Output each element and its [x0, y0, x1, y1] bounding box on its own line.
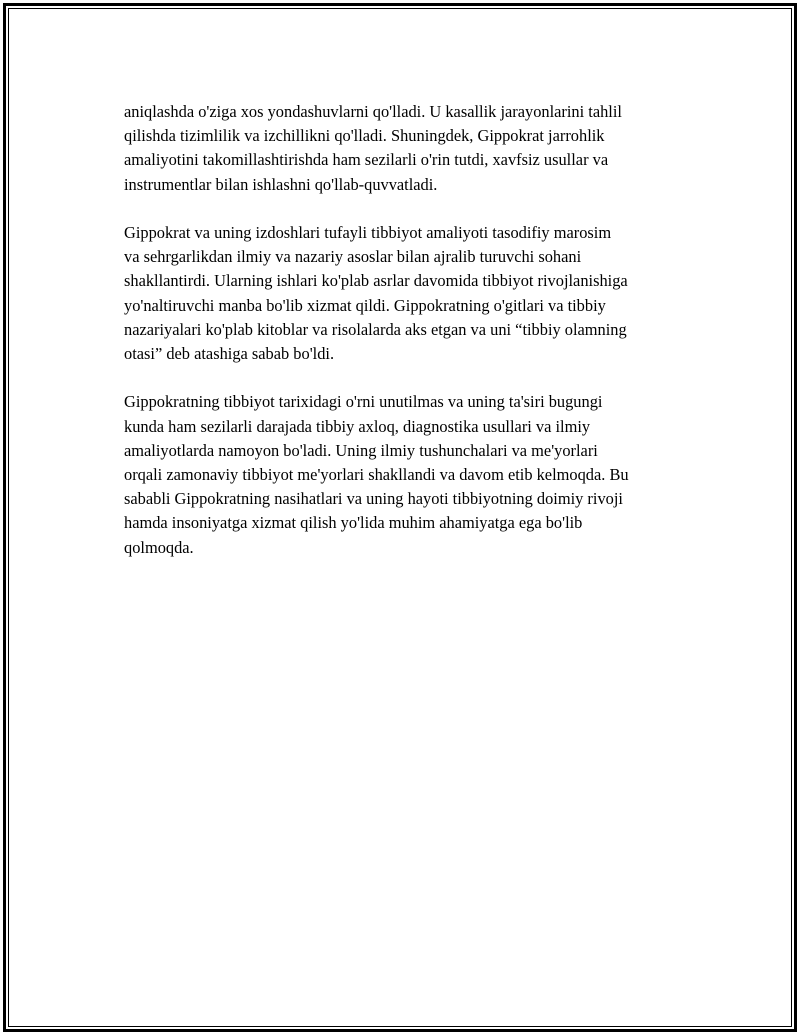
document-body [124, 100, 694, 584]
paragraph: Gippokratning tibbiyot tarixidagi o'rni unutilmas va uning ta'siri bugungi kunda ham sezilarli darajada tibbiy axloq, diagnostika usullari va ilmiy amaliyotlarda namoyon bo'ladi. Uning ilmiy tushunchalari va me'yorlari orqali zamonaviy tibbiyot me'yorlari shakllandi va davom etib kelmoqda. Bu sababli Gippokratning nasihatlari va uning hayoti tibbiyotning doimiy rivoji hamda insoniyatga xizmat qilish yo'lida muhim ahamiyatga ega bo'lib qolmoqda. [124, 392, 629, 557]
paragraph: Gippokrat va uning izdoshlari tufayli tibbiyot amaliyoti tasodifiy marosim va sehrgarlikdan ilmiy va nazariy asoslar bilan ajralib turuvchi sohani shakllantirdi. Ularning ishlari ko'plab asrlar davomida tibbiyot rivojlanishiga yo'naltiruvchi manba bo'lib xizmat qildi. Gippokratning o'gitlari va tibbiy nazariyalari ko'plab kitoblar va risolalarda aks etgan va uni “tibbiy olamning otasi” deb atashiga sabab bo'ldi. [124, 223, 628, 364]
paragraph: aniqlashda o'ziga xos yondashuvlarni qo'lladi. U kasallik jarayonlarini tahlil qilishda tizimlilik va izchillikni qo'lladi. Shuningdek, Gippokrat jarrohlik amaliyotini takomillashtirishda ham sezilarli o'rin tutdi, xavfsiz usullar va instrumentlar bilan ishlashni qo'llab-quvvatladi. [124, 102, 622, 194]
page-border [3, 3, 797, 1032]
